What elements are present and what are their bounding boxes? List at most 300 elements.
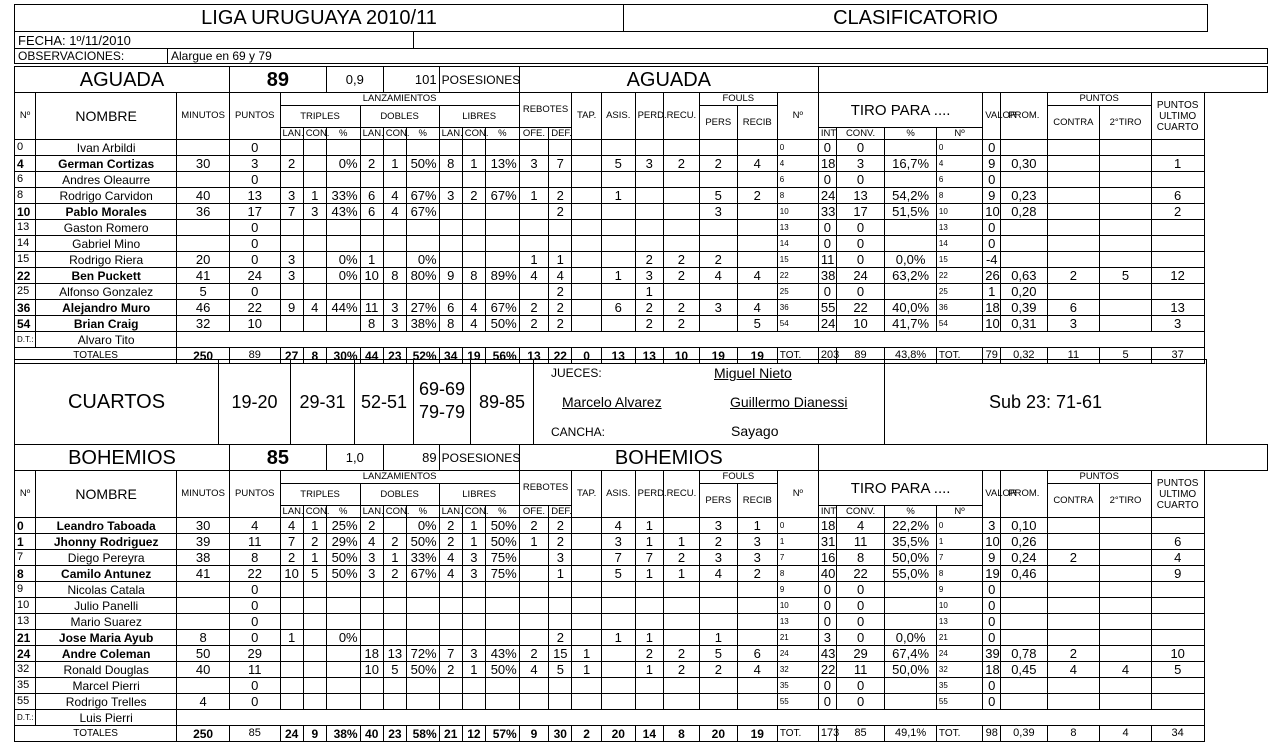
- cell: [383, 284, 406, 300]
- cell: [406, 630, 439, 646]
- cell: 50%: [485, 518, 519, 534]
- cell: [303, 662, 326, 678]
- cell: [406, 172, 439, 188]
- cell: 2: [549, 534, 572, 550]
- cell: 1: [635, 518, 663, 534]
- cell: 3: [1047, 316, 1100, 332]
- cell: [280, 694, 303, 710]
- cell: 0: [836, 598, 884, 614]
- team-name: AGUADA: [15, 67, 230, 93]
- header-contra: CONTRA: [1047, 484, 1100, 518]
- player-row: [15, 284, 1268, 300]
- player-row: [15, 188, 1268, 204]
- cell: 15: [936, 252, 982, 268]
- cell: 21: [15, 630, 36, 646]
- cell: 0: [836, 630, 884, 646]
- cell: [601, 252, 635, 268]
- cell: [303, 678, 326, 694]
- cell: 10: [777, 598, 818, 614]
- cell: TOT.: [936, 348, 982, 364]
- cuartos-label: CUARTOS: [67, 390, 166, 413]
- cell: [737, 236, 777, 252]
- cell: 55: [936, 694, 982, 710]
- cell: Ivan Arbildi: [36, 140, 177, 156]
- header-num-3: Nº: [936, 128, 982, 140]
- cell: 0%: [326, 268, 360, 284]
- cell: [737, 172, 777, 188]
- cell: 8: [664, 726, 700, 742]
- cell: 2: [549, 204, 572, 220]
- cell: 0: [818, 284, 836, 300]
- cell: 1: [462, 534, 485, 550]
- cell: 2: [1151, 204, 1204, 220]
- cell: [664, 614, 700, 630]
- cell: [699, 140, 737, 156]
- cell: [1100, 316, 1152, 332]
- cell: 22: [777, 268, 818, 284]
- cell: 0: [818, 598, 836, 614]
- header-tap: TAP.: [572, 93, 602, 140]
- cell: 7: [635, 550, 663, 566]
- cell: 3: [836, 156, 884, 172]
- header-asis: ASIS.: [601, 471, 635, 518]
- cell: [737, 582, 777, 598]
- cell: 35: [15, 678, 36, 694]
- cell: 13: [15, 220, 36, 236]
- cell: 7: [15, 550, 36, 566]
- cell: 22: [936, 268, 982, 284]
- cell: 89%: [485, 268, 519, 284]
- cell: 2: [360, 156, 383, 172]
- cell: 1: [462, 156, 485, 172]
- obs-value: Alargue en 69 y 79: [171, 49, 272, 63]
- cell: 2: [699, 252, 737, 268]
- cell: 1: [519, 534, 549, 550]
- cell: [485, 220, 519, 236]
- cell: [699, 284, 737, 300]
- cell: [1047, 678, 1100, 694]
- cell: [303, 316, 326, 332]
- header-num: Nº: [15, 471, 36, 518]
- cell: 5: [699, 188, 737, 204]
- cell: [1151, 614, 1204, 630]
- cell: 24: [280, 726, 303, 742]
- cell: 11: [229, 662, 280, 678]
- team-score: 85: [229, 445, 326, 471]
- cell: [280, 678, 303, 694]
- cell: 19: [983, 566, 1001, 582]
- cell: 3: [519, 156, 549, 172]
- team-posesiones: 101: [383, 67, 439, 93]
- cell: 4: [439, 550, 462, 566]
- cell: [519, 204, 549, 220]
- cell: 1: [462, 518, 485, 534]
- cell: [1001, 694, 1047, 710]
- cell: Alejandro Muro: [36, 300, 177, 316]
- team-score: 89: [229, 67, 326, 93]
- header-asis: ASIS.: [601, 93, 635, 140]
- cell: 80%: [406, 268, 439, 284]
- cell: [572, 694, 602, 710]
- cell: 3: [699, 300, 737, 316]
- cell: TOT.: [936, 726, 982, 742]
- cell: 22: [15, 268, 36, 284]
- cell: [326, 678, 360, 694]
- cell: Rodrigo Trelles: [36, 694, 177, 710]
- cell: 0: [836, 140, 884, 156]
- header-lan: LAN.: [439, 506, 462, 518]
- cell: [280, 220, 303, 236]
- cell: 2: [549, 188, 572, 204]
- cell: 4: [280, 518, 303, 534]
- header-segundo_tiro: 2°TIRO: [1100, 106, 1152, 140]
- cell: 0: [229, 236, 280, 252]
- cell: 43%: [326, 204, 360, 220]
- cell: 0,39: [1001, 300, 1047, 316]
- cell: 58%: [406, 726, 439, 742]
- cell: [1100, 534, 1152, 550]
- cell: 0%: [406, 252, 439, 268]
- cell: 25%: [326, 518, 360, 534]
- cell: 4: [439, 566, 462, 582]
- header-pct: %: [885, 506, 937, 518]
- cell: 32: [15, 662, 36, 678]
- player-row: [15, 582, 1268, 598]
- cell: [885, 694, 937, 710]
- header-puntos-group: PUNTOS: [1047, 93, 1151, 106]
- cell: [1047, 518, 1100, 534]
- cell: [572, 630, 602, 646]
- cell: [601, 662, 635, 678]
- header-valor: VALOR: [983, 471, 1001, 518]
- cell: [1047, 566, 1100, 582]
- obs-value-box: [167, 48, 1268, 64]
- cell: 4: [549, 268, 572, 284]
- cell: 7: [280, 204, 303, 220]
- cell: 24: [818, 316, 836, 332]
- cell: TOT.: [777, 726, 818, 742]
- cell: Brian Craig: [36, 316, 177, 332]
- cell: 32: [936, 662, 982, 678]
- cell: [485, 598, 519, 614]
- cell: [439, 694, 462, 710]
- cell: 38%: [326, 726, 360, 742]
- cell: [519, 550, 549, 566]
- cell: 43: [818, 646, 836, 662]
- cell: 22: [818, 662, 836, 678]
- cell: [1047, 220, 1100, 236]
- header-num: Nº: [15, 93, 36, 140]
- cell: [737, 284, 777, 300]
- cell: 9: [303, 726, 326, 742]
- header-pct: %: [326, 506, 360, 518]
- cell: [572, 236, 602, 252]
- cell: [406, 582, 439, 598]
- cell: 0: [983, 172, 1001, 188]
- cell: [1100, 300, 1152, 316]
- cell: 0,24: [1001, 550, 1047, 566]
- header-dobles: DOBLES: [360, 106, 439, 128]
- cell: 4: [936, 156, 982, 172]
- cell: 54,2%: [885, 188, 937, 204]
- cell: 3: [280, 252, 303, 268]
- cell: 18: [818, 518, 836, 534]
- header-minutos: MINUTOS: [177, 93, 230, 140]
- cancha-label: CANCHA:: [551, 425, 606, 439]
- cell: 8: [1047, 726, 1100, 742]
- cell: [280, 662, 303, 678]
- cell: 85: [836, 726, 884, 742]
- cell: 2: [519, 300, 549, 316]
- banner-blank: [818, 67, 1267, 93]
- cell: 6: [439, 300, 462, 316]
- cell: 41,7%: [885, 316, 937, 332]
- cell: 0: [836, 678, 884, 694]
- cell: 55,0%: [885, 566, 937, 582]
- cell: [303, 172, 326, 188]
- cell: 8: [836, 550, 884, 566]
- cell: 1: [303, 518, 326, 534]
- cell: [383, 236, 406, 252]
- cell: [1151, 252, 1204, 268]
- cell: [1151, 630, 1204, 646]
- cell: [699, 236, 737, 252]
- cell: [1001, 598, 1047, 614]
- cell: 1: [983, 284, 1001, 300]
- header-num-3: Nº: [936, 506, 982, 518]
- header-num-2: Nº: [777, 93, 818, 140]
- header-lanzamientos: LANZAMIENTOS: [280, 471, 519, 484]
- cell: 1: [519, 252, 549, 268]
- header-ofe: OFE.: [519, 506, 549, 518]
- cell: 0,46: [1001, 566, 1047, 582]
- cell: [1151, 694, 1204, 710]
- cell: 0: [983, 678, 1001, 694]
- cell: 20: [699, 726, 737, 742]
- cell: [280, 646, 303, 662]
- cell: 8: [229, 550, 280, 566]
- cell: 18: [818, 156, 836, 172]
- cell: 0%: [326, 630, 360, 646]
- cell: [1100, 646, 1152, 662]
- cell: 2: [664, 268, 700, 284]
- cell: 4: [462, 300, 485, 316]
- cell: 4: [360, 534, 383, 550]
- cell: 8: [462, 268, 485, 284]
- cell: [664, 140, 700, 156]
- cell: [572, 582, 602, 598]
- cell: 29: [836, 646, 884, 662]
- cell: 10: [983, 204, 1001, 220]
- cell: [601, 236, 635, 252]
- cell: 3: [818, 630, 836, 646]
- cell: 13: [777, 614, 818, 630]
- cell: 6: [601, 300, 635, 316]
- header-recib: RECIB: [737, 106, 777, 140]
- cell: 2: [664, 646, 700, 662]
- cell: [177, 598, 230, 614]
- quarter-4: [413, 359, 471, 445]
- cell: 2: [280, 550, 303, 566]
- cell: [1001, 630, 1047, 646]
- cell: 10: [15, 598, 36, 614]
- cell: 15: [549, 646, 572, 662]
- cell: [360, 236, 383, 252]
- cell: 1: [303, 188, 326, 204]
- cell: 8: [177, 630, 230, 646]
- cell: [601, 694, 635, 710]
- cell: 22,2%: [885, 518, 937, 534]
- cell: [1100, 694, 1152, 710]
- header-tap: TAP.: [572, 471, 602, 518]
- cell: 41: [177, 268, 230, 284]
- cell: 3: [303, 204, 326, 220]
- cell: 4: [303, 300, 326, 316]
- cell: 1: [549, 252, 572, 268]
- cell: 0: [229, 172, 280, 188]
- cell: [549, 694, 572, 710]
- cell: [1047, 236, 1100, 252]
- phase-title-box: [623, 4, 1208, 32]
- cell: 2: [737, 188, 777, 204]
- header-dobles: DOBLES: [360, 484, 439, 506]
- cell: 3: [699, 550, 737, 566]
- cell: 3: [737, 550, 777, 566]
- cell: [1100, 284, 1152, 300]
- player-row: [15, 630, 1268, 646]
- cell: [360, 614, 383, 630]
- cell: 0: [229, 582, 280, 598]
- cell: 4: [1047, 662, 1100, 678]
- cell: 17: [229, 204, 280, 220]
- player-row: [15, 172, 1268, 188]
- cell: 5: [303, 566, 326, 582]
- cell: [1001, 252, 1047, 268]
- cell: 11: [836, 662, 884, 678]
- cell: 30: [549, 726, 572, 742]
- cell: -4: [983, 252, 1001, 268]
- cell: [549, 598, 572, 614]
- fecha: FECHA: 1º/11/2010: [18, 32, 131, 48]
- cell: [664, 582, 700, 598]
- cell: 11: [229, 534, 280, 550]
- cell: [485, 172, 519, 188]
- cell: 7: [601, 550, 635, 566]
- cell: 25: [777, 284, 818, 300]
- cell: 0: [836, 694, 884, 710]
- quarter-3-score: 52-51: [360, 391, 408, 412]
- cell: [549, 582, 572, 598]
- cell: 13: [229, 188, 280, 204]
- cell: 4: [15, 156, 36, 172]
- cell: [601, 172, 635, 188]
- cell: 3: [360, 566, 383, 582]
- header-lan: LAN.: [280, 506, 303, 518]
- cell: 10: [777, 204, 818, 220]
- cell: [1100, 630, 1152, 646]
- cell: [1001, 614, 1047, 630]
- cell: 50%: [406, 534, 439, 550]
- cell: 25: [15, 284, 36, 300]
- cell: [177, 678, 230, 694]
- cell: [1151, 582, 1204, 598]
- cell: [280, 598, 303, 614]
- header-int: INT.: [818, 506, 836, 518]
- cell: 14: [15, 236, 36, 252]
- header-fouls: FOULS: [699, 471, 777, 484]
- cell: [1151, 678, 1204, 694]
- cell: 2: [664, 662, 700, 678]
- cell: 3: [635, 156, 663, 172]
- cell: [635, 140, 663, 156]
- cell: 2: [439, 518, 462, 534]
- cell: 4: [737, 662, 777, 678]
- cell: 1: [635, 662, 663, 678]
- cell: [1001, 220, 1047, 236]
- cell: 1: [462, 662, 485, 678]
- cell: [664, 284, 700, 300]
- cell: 18: [983, 662, 1001, 678]
- cell: 10: [1151, 646, 1204, 662]
- obs-label-box: [14, 48, 168, 64]
- cell: [601, 614, 635, 630]
- quarter-final: [470, 359, 534, 445]
- cell: 11: [360, 300, 383, 316]
- header-valor: VALOR: [983, 93, 1001, 140]
- cell: 16: [818, 550, 836, 566]
- cell: 3: [360, 550, 383, 566]
- header-con: CON.: [462, 128, 485, 140]
- cell: 0,78: [1001, 646, 1047, 662]
- cancha-value: Sayago: [731, 423, 779, 439]
- cell: 0: [777, 140, 818, 156]
- header-pct: %: [485, 128, 519, 140]
- cell: [485, 252, 519, 268]
- cell: [177, 614, 230, 630]
- cell: [303, 140, 326, 156]
- phase-title: CLASIFICATORIO: [833, 6, 998, 29]
- cell: 25: [936, 284, 982, 300]
- cell: [360, 140, 383, 156]
- cell: 40: [177, 188, 230, 204]
- cell: [1047, 598, 1100, 614]
- cell: [360, 172, 383, 188]
- header-con: CON.: [462, 506, 485, 518]
- cell: 52%: [406, 348, 439, 364]
- cell: 0: [818, 236, 836, 252]
- cell: Ben Puckett: [36, 268, 177, 284]
- cell: [177, 236, 230, 252]
- cell: 36: [936, 300, 982, 316]
- cell: 0: [836, 220, 884, 236]
- cell: 10: [664, 348, 700, 364]
- quarter-1: [218, 359, 291, 445]
- cell: 0: [836, 614, 884, 630]
- cell: [572, 140, 602, 156]
- cell: 1: [737, 518, 777, 534]
- cell: 0,0%: [885, 252, 937, 268]
- cell: 0,23: [1001, 188, 1047, 204]
- cell: [519, 172, 549, 188]
- cell: [635, 614, 663, 630]
- cell: [326, 140, 360, 156]
- cell: 0: [818, 614, 836, 630]
- cell: [485, 204, 519, 220]
- cell: 13%: [485, 156, 519, 172]
- cell: 15: [15, 252, 36, 268]
- cell: 39: [177, 534, 230, 550]
- cell: 10: [936, 204, 982, 220]
